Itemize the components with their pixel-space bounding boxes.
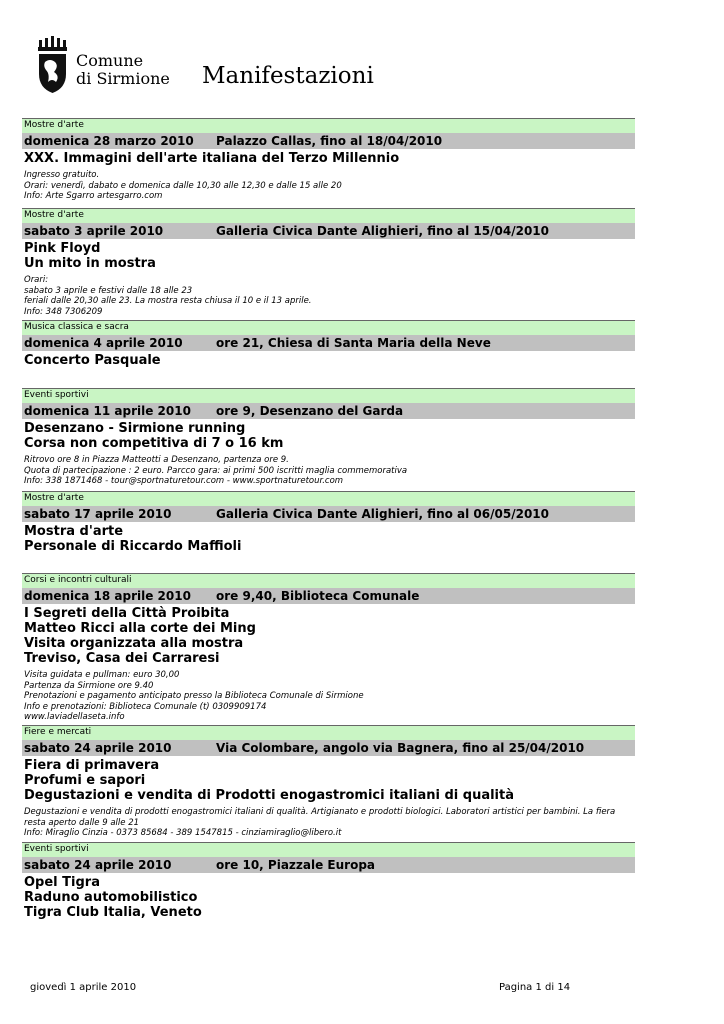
- footer-date: giovedì 1 aprile 2010: [30, 982, 137, 993]
- event-details: [22, 166, 635, 202]
- event-item: [22, 725, 635, 842]
- event-title-line: Concerto Pasquale: [24, 353, 161, 368]
- event-category: Eventi sportivi: [22, 388, 635, 403]
- event-place: ore 21, Chiesa di Santa Maria della Neve: [216, 336, 491, 350]
- event-title-line: Degustazioni e vendita di Prodotti enogastromici italiani di qualità: [24, 788, 515, 803]
- event-details: [22, 451, 635, 487]
- event-header: [22, 588, 635, 604]
- event-detail-line: Info: Miraglio Cinzia - 0373 85684 - 389 1547815 - cinziamiraglio@libero.it: [24, 828, 342, 838]
- event-item: [22, 320, 635, 388]
- event-header: [22, 133, 635, 149]
- event-place: ore 9,40, Biblioteca Comunale: [216, 589, 420, 603]
- event-title-line: Matteo Ricci alla corte dei Ming: [24, 621, 256, 636]
- event-detail-line: sabato 3 aprile e festivi dalle 18 alle 23: [24, 285, 193, 296]
- event-date: sabato 24 aprile 2010: [24, 741, 172, 755]
- event-date: domenica 18 aprile 2010: [24, 589, 191, 603]
- event-title-line: Opel Tigra: [24, 875, 100, 890]
- event-title-line: Treviso, Casa dei Carraresi: [24, 651, 220, 666]
- event-category: Corsi e incontri culturali: [22, 573, 635, 588]
- event-titles: [22, 351, 635, 368]
- event-detail-line: Quota di partecipazione : 2 euro. Parcco gara: ai primi 500 iscritti maglia commemorativa: [24, 465, 408, 476]
- event-category: Mostre d'arte: [22, 118, 635, 133]
- event-detail-line: resta aperto dalle 9 alle 21: [24, 817, 140, 828]
- event-item: [22, 842, 635, 922]
- event-detail-line: Prenotazioni e pagamento anticipato presso la Biblioteca Comunale di Sirmione: [24, 691, 364, 701]
- event-category: Fiere e mercati: [22, 725, 635, 740]
- event-date: sabato 3 aprile 2010: [24, 224, 164, 238]
- event-date: sabato 24 aprile 2010: [24, 858, 172, 872]
- event-detail-line: Visita guidata e pullman: euro 30,00: [24, 670, 180, 680]
- event-date: domenica 11 aprile 2010: [24, 404, 191, 418]
- event-title-line: Personale di Riccardo Maffioli: [24, 539, 242, 554]
- event-category: Musica classica e sacra: [22, 320, 635, 335]
- event-details: [22, 271, 635, 317]
- event-place: ore 9, Desenzano del Garda: [216, 404, 404, 418]
- event-title-line: Corsa non competitiva di 7 o 16 km: [24, 436, 284, 451]
- event-detail-line: Info: 338 1871468 - tour@sportnaturetour.com - www.sportnaturetour.com: [24, 476, 344, 486]
- event-title-line: I Segreti della Città Proibita: [24, 606, 230, 621]
- event-detail-line: feriali dalle 20,30 alle 23. La mostra resta chiusa il 10 e il 13 aprile.: [24, 296, 312, 306]
- event-detail-line: Ingresso gratuito.: [24, 170, 100, 180]
- event-details: [22, 803, 635, 839]
- footer-page-number: Pagina 1 di 14: [499, 982, 571, 993]
- event-title-line: Pink Floyd: [24, 241, 101, 256]
- event-date: domenica 28 marzo 2010: [24, 134, 194, 148]
- event-titles: [22, 522, 635, 554]
- event-date: domenica 4 aprile 2010: [24, 336, 183, 350]
- event-header: [22, 335, 635, 351]
- event-title-line: XXX. Immagini dell'arte italiana del Terzo Millennio: [24, 151, 400, 166]
- logo-text: [76, 52, 170, 88]
- event-detail-line: Orari:: [24, 275, 49, 285]
- event-place: Via Colombare, angolo via Bagnera, fino al 25/04/2010: [216, 741, 585, 755]
- event-item: [22, 118, 635, 208]
- event-titles: [22, 419, 635, 451]
- event-detail-line: Degustazioni e vendita di prodotti enogastromici italiani di qualità. Artigianato e prodotti biologici. Laboratori artistici per bambini. La fiera: [24, 807, 616, 817]
- event-item: [22, 491, 635, 573]
- event-titles: [22, 149, 635, 166]
- event-title-line: Visita organizzata alla mostra: [24, 636, 244, 651]
- event-place: Palazzo Callas, fino al 18/04/2010: [216, 134, 443, 148]
- event-details: [22, 666, 635, 723]
- event-header: [22, 223, 635, 239]
- event-category: Mostre d'arte: [22, 208, 635, 223]
- event-header: [22, 857, 635, 873]
- event-header: [22, 403, 635, 419]
- event-category: Mostre d'arte: [22, 491, 635, 506]
- event-detail-line: Orari: venerdì, dabato e domenica dalle 10,30 alle 12,30 e dalle 15 alle 20: [24, 180, 342, 191]
- sirmione-coat-of-arms-icon: [36, 36, 68, 94]
- event-titles: [22, 873, 635, 920]
- event-item: [22, 573, 635, 725]
- event-detail-line: Info e prenotazioni: Biblioteca Comunale (t) 0309909174: [24, 701, 267, 712]
- event-detail-line: www.laviadellaseta.info: [24, 712, 125, 722]
- event-title-line: Profumi e sapori: [24, 773, 146, 788]
- event-title-line: Desenzano - Sirmione running: [24, 421, 246, 436]
- logo-line-1: Comune: [76, 51, 144, 70]
- event-title-line: Mostra d'arte: [24, 524, 124, 539]
- event-place: Galleria Civica Dante Alighieri, fino al 06/05/2010: [216, 507, 549, 521]
- event-title-line: Un mito in mostra: [24, 256, 156, 271]
- event-title-line: Fiera di primavera: [24, 758, 160, 773]
- event-titles: [22, 604, 635, 666]
- event-place: Galleria Civica Dante Alighieri, fino al 15/04/2010: [216, 224, 549, 238]
- event-item: [22, 208, 635, 320]
- page-title: Manifestazioni: [202, 63, 374, 89]
- event-title-line: Tigra Club Italia, Veneto: [24, 905, 202, 920]
- logo-line-2: di Sirmione: [76, 69, 170, 88]
- event-detail-line: Partenza da Sirmione ore 9.40: [24, 680, 154, 691]
- event-date: sabato 17 aprile 2010: [24, 507, 172, 521]
- event-item: [22, 388, 635, 491]
- event-titles: [22, 239, 635, 271]
- event-header: [22, 506, 635, 522]
- event-detail-line: Info: Arte Sgarro artesgarro.com: [24, 191, 163, 201]
- event-header: [22, 740, 635, 756]
- event-category: Eventi sportivi: [22, 842, 635, 857]
- event-place: ore 10, Piazzale Europa: [216, 858, 376, 872]
- event-detail-line: Info: 348 7306209: [24, 306, 103, 317]
- event-title-line: Raduno automobilistico: [24, 890, 198, 905]
- events-list: [22, 118, 635, 922]
- event-detail-line: Ritrovo ore 8 in Piazza Matteotti a Desenzano, partenza ore 9.: [24, 455, 289, 465]
- event-titles: [22, 756, 635, 803]
